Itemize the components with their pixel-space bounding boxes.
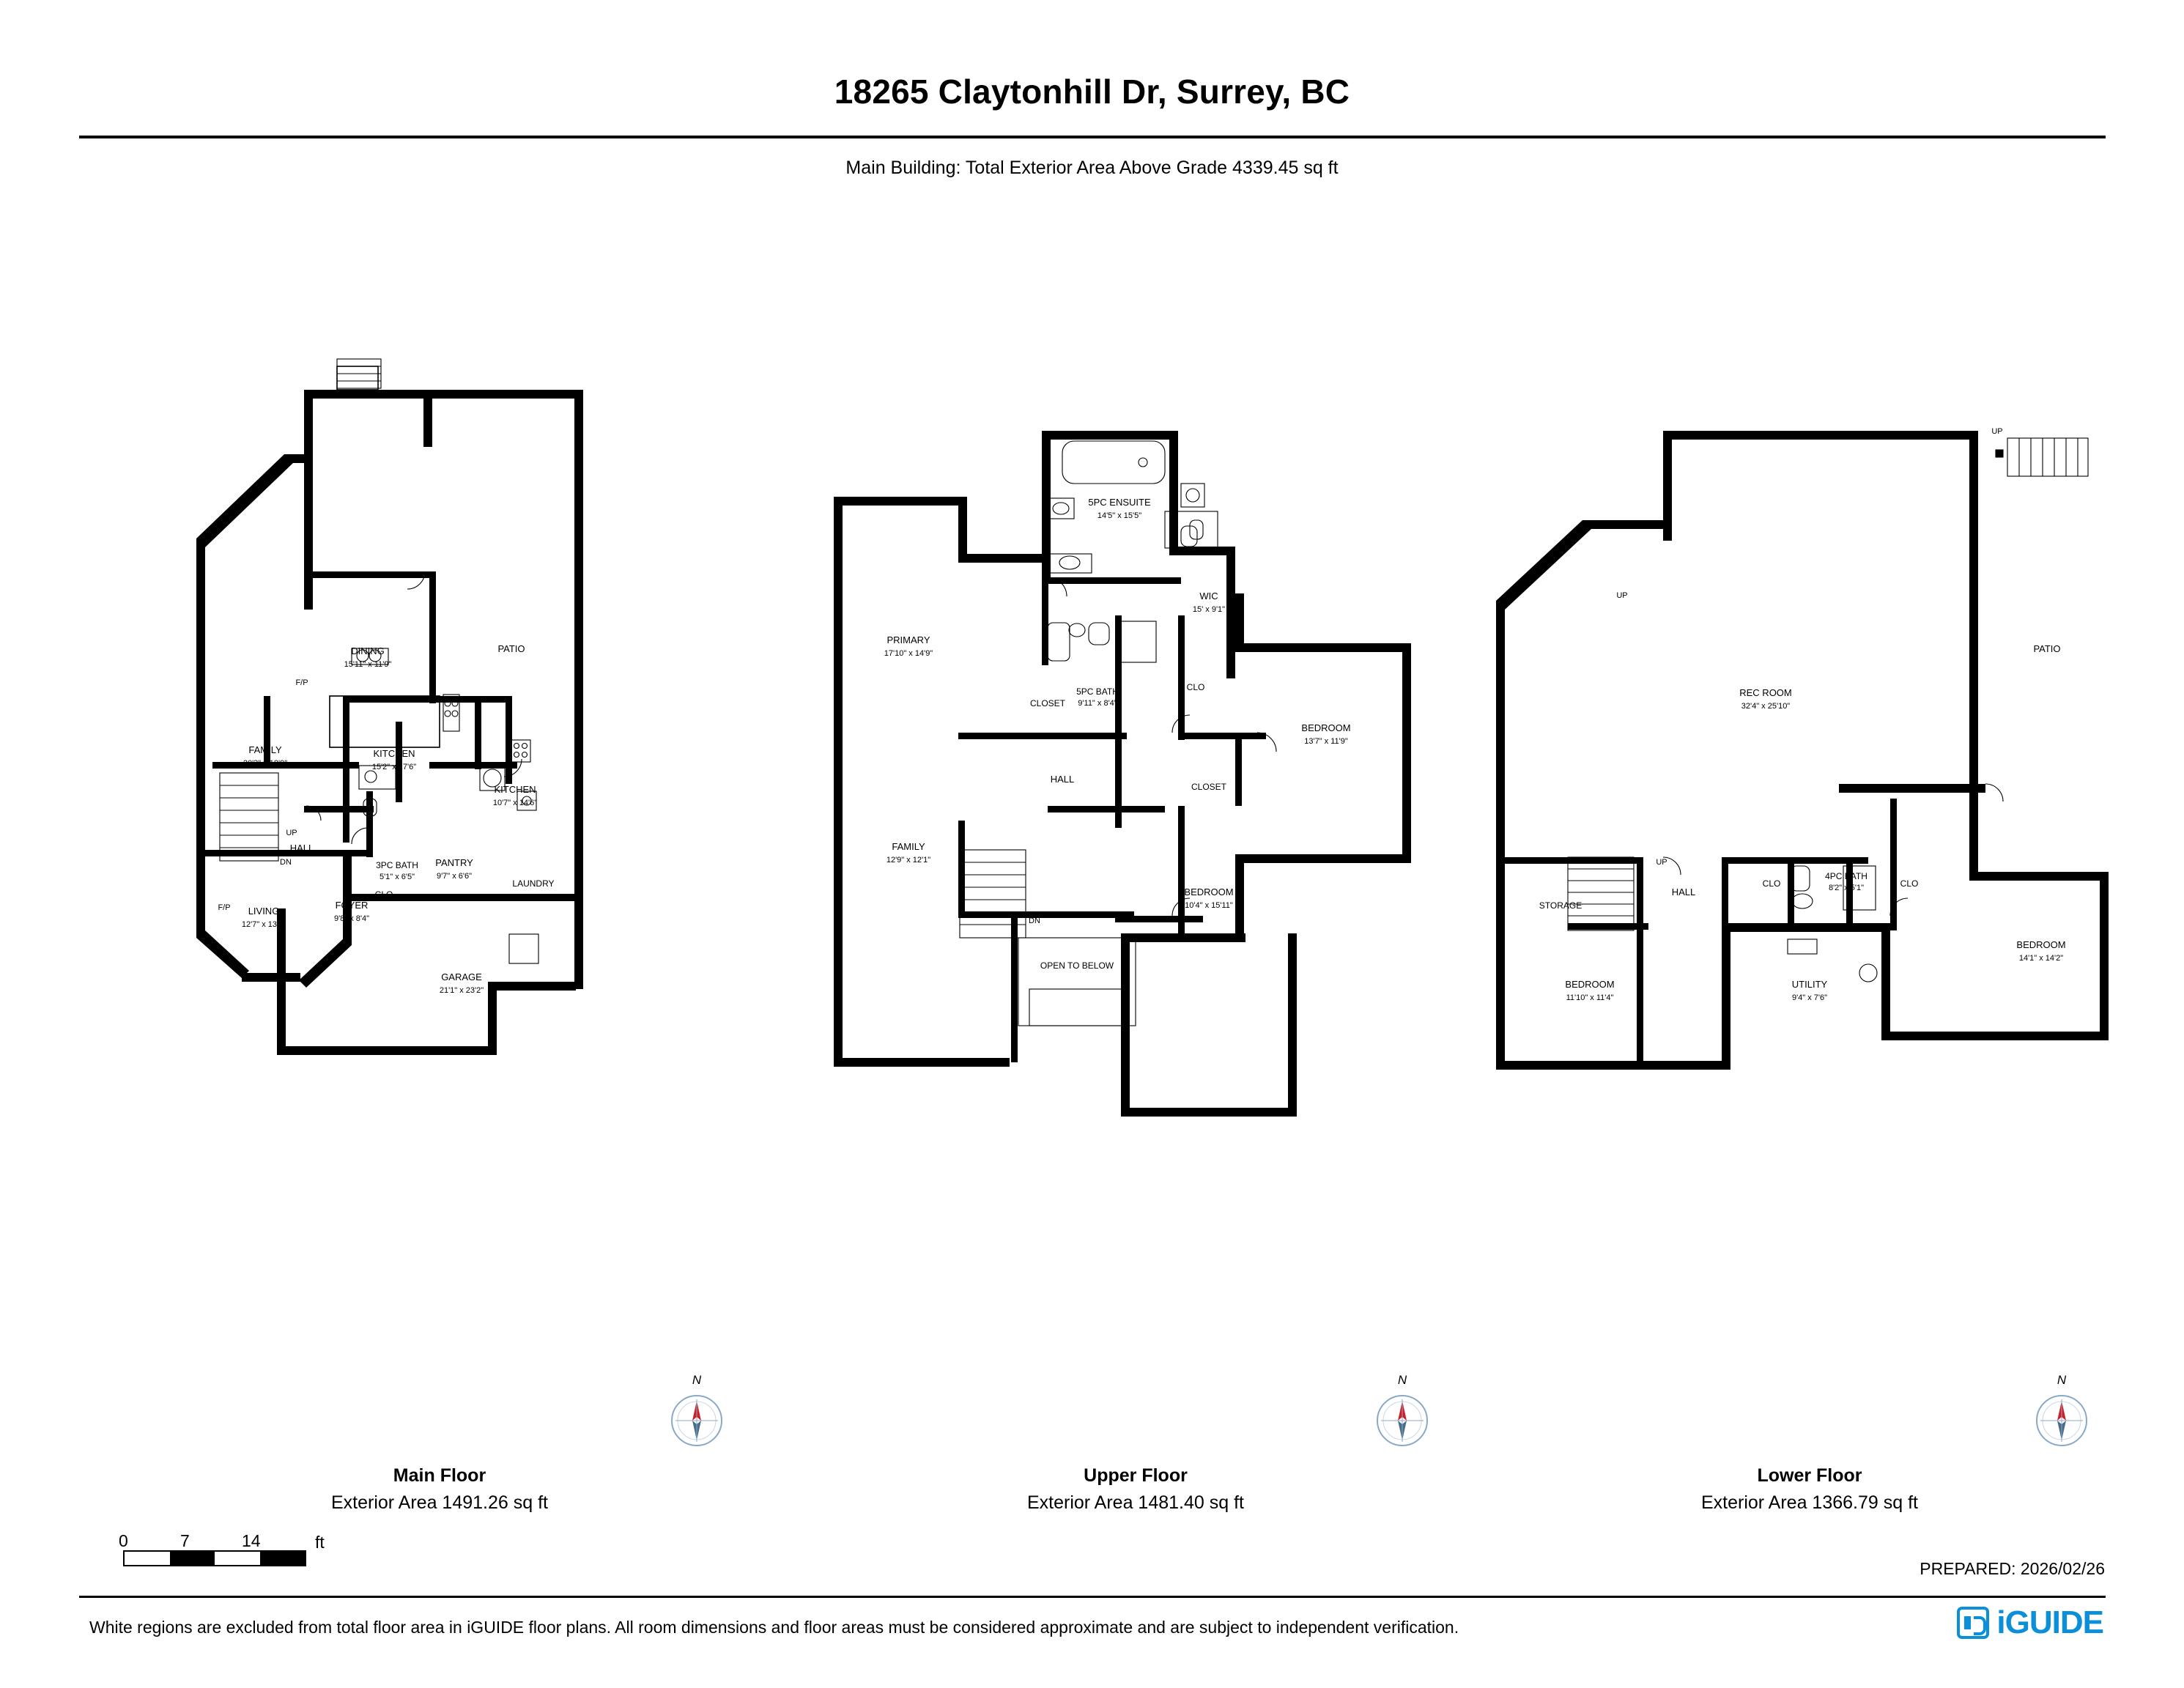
svg-text:10'7" x 14'6": 10'7" x 14'6" bbox=[492, 799, 538, 807]
svg-text:KITCHEN: KITCHEN bbox=[494, 784, 536, 795]
svg-text:14'5" x 15'5": 14'5" x 15'5" bbox=[1097, 511, 1142, 520]
main-floor-plan bbox=[110, 352, 755, 1172]
svg-text:UP: UP bbox=[1991, 427, 2003, 436]
scale-tick-2: 14 bbox=[242, 1531, 261, 1550]
svg-text:10'4" x 15'11": 10'4" x 15'11" bbox=[1185, 901, 1233, 910]
main-floor-name: Main Floor bbox=[393, 1465, 486, 1486]
svg-text:4PC BATH: 4PC BATH bbox=[1825, 871, 1867, 881]
svg-text:15' x 9'1": 15' x 9'1" bbox=[1192, 605, 1226, 614]
scale-unit: ft bbox=[315, 1533, 325, 1552]
svg-text:13'7" x 11'9": 13'7" x 11'9" bbox=[1304, 737, 1348, 746]
svg-text:DN: DN bbox=[1029, 917, 1040, 925]
svg-text:REC ROOM: REC ROOM bbox=[1739, 687, 1792, 698]
svg-text:BEDROOM: BEDROOM bbox=[2016, 939, 2066, 950]
svg-text:8'2" x 5'1": 8'2" x 5'1" bbox=[1828, 884, 1865, 892]
svg-text:F/P: F/P bbox=[295, 678, 308, 687]
svg-text:14'1" x 14'2": 14'1" x 14'2" bbox=[2018, 954, 2064, 963]
svg-text:FAMILY: FAMILY bbox=[892, 841, 925, 852]
svg-text:CLO: CLO bbox=[374, 889, 393, 900]
svg-text:CLO: CLO bbox=[1900, 878, 1919, 889]
svg-text:32'4" x 25'10": 32'4" x 25'10" bbox=[1741, 702, 1791, 711]
page-title: 18265 Claytonhill Dr, Surrey, BC bbox=[834, 73, 1350, 111]
compass-north-label: N bbox=[692, 1373, 702, 1387]
svg-text:5'1" x 6'5": 5'1" x 6'5" bbox=[379, 873, 415, 881]
svg-text:FAMILY: FAMILY bbox=[248, 744, 282, 755]
svg-text:9'8" x 8'4": 9'8" x 8'4" bbox=[333, 914, 370, 923]
svg-text:STORAGE: STORAGE bbox=[1539, 900, 1583, 911]
lower-floor-name: Lower Floor bbox=[1757, 1465, 1862, 1486]
compass-north-label: N bbox=[2057, 1373, 2067, 1387]
svg-text:17'10" x 14'9": 17'10" x 14'9" bbox=[884, 649, 933, 658]
svg-text:15'11" x 11'9": 15'11" x 11'9" bbox=[344, 660, 392, 669]
scale-bar bbox=[119, 1531, 325, 1566]
main-floor-caption bbox=[220, 1465, 659, 1514]
svg-text:UP: UP bbox=[286, 829, 297, 837]
compass-upper bbox=[1374, 1373, 1431, 1449]
svg-text:CLOSET: CLOSET bbox=[1191, 782, 1227, 792]
svg-text:DINING: DINING bbox=[351, 645, 385, 656]
svg-text:WIC: WIC bbox=[1199, 591, 1218, 601]
svg-text:5PC BATH: 5PC BATH bbox=[1076, 686, 1119, 697]
svg-text:OPEN TO BELOW: OPEN TO BELOW bbox=[1040, 960, 1114, 971]
compass-main bbox=[668, 1373, 725, 1449]
scale-bar-graphic bbox=[123, 1550, 306, 1566]
svg-text:LIVING: LIVING bbox=[248, 906, 280, 917]
svg-text:20'3" x 18'9": 20'3" x 18'9" bbox=[243, 759, 288, 768]
svg-text:9'7" x 6'6": 9'7" x 6'6" bbox=[436, 872, 473, 881]
scale-tick-1: 7 bbox=[180, 1531, 190, 1550]
svg-text:LAUNDRY: LAUNDRY bbox=[512, 878, 555, 889]
svg-text:CLO: CLO bbox=[1762, 878, 1781, 889]
svg-text:PATIO: PATIO bbox=[2033, 643, 2061, 654]
footer-divider bbox=[79, 1596, 2106, 1598]
svg-text:9'4" x 7'6": 9'4" x 7'6" bbox=[1791, 993, 1828, 1002]
svg-text:CLOSET: CLOSET bbox=[1029, 698, 1066, 708]
lower-floor-area: Exterior Area 1366.79 sq ft bbox=[1700, 1492, 1918, 1513]
svg-text:12'7" x 13'7": 12'7" x 13'7" bbox=[241, 920, 286, 929]
iguide-wordmark: iGUIDE bbox=[1996, 1604, 2103, 1640]
svg-text:UP: UP bbox=[1656, 858, 1667, 867]
svg-text:3PC BATH: 3PC BATH bbox=[376, 860, 418, 870]
main-floor-area: Exterior Area 1491.26 sq ft bbox=[330, 1492, 548, 1513]
page-subtitle: Main Building: Total Exterior Area Above Grade 4339.45 sq ft bbox=[845, 158, 1339, 178]
iguide-logo bbox=[1957, 1604, 2103, 1641]
svg-text:BEDROOM: BEDROOM bbox=[1184, 886, 1234, 897]
compass-lower bbox=[2033, 1373, 2090, 1449]
lower-floor-plan bbox=[1480, 418, 2125, 1150]
svg-text:KITCHEN: KITCHEN bbox=[373, 748, 415, 759]
header-divider bbox=[79, 136, 2106, 138]
svg-text:F/P: F/P bbox=[218, 903, 231, 912]
svg-text:UTILITY: UTILITY bbox=[1791, 979, 1828, 990]
svg-text:GARAGE: GARAGE bbox=[441, 971, 482, 982]
prepared-date: PREPARED: 2026/02/26 bbox=[1920, 1559, 2105, 1578]
svg-text:BEDROOM: BEDROOM bbox=[1565, 979, 1615, 990]
svg-text:CLO: CLO bbox=[1186, 682, 1205, 692]
svg-text:BEDROOM: BEDROOM bbox=[1301, 722, 1351, 733]
svg-text:5PC ENSUITE: 5PC ENSUITE bbox=[1088, 497, 1151, 508]
svg-text:HALL: HALL bbox=[1671, 886, 1696, 897]
svg-text:FOYER: FOYER bbox=[335, 900, 369, 911]
svg-text:11'10" x 11'4": 11'10" x 11'4" bbox=[1566, 993, 1614, 1002]
disclaimer-text: White regions are excluded from total floor area in iGUIDE floor plans. All room dimensions and floor areas must be considered approximate and are subject to independent verification. bbox=[89, 1618, 1459, 1637]
compass-north-label: N bbox=[1397, 1373, 1407, 1387]
svg-text:UP: UP bbox=[1616, 591, 1628, 600]
svg-text:PRIMARY: PRIMARY bbox=[886, 634, 930, 645]
svg-text:12'9" x 12'1": 12'9" x 12'1" bbox=[886, 856, 931, 865]
upper-floor-caption bbox=[916, 1465, 1355, 1514]
upper-floor-area: Exterior Area 1481.40 sq ft bbox=[1026, 1492, 1244, 1513]
svg-text:15'2" x 17'6": 15'2" x 17'6" bbox=[371, 763, 417, 771]
svg-text:9'11" x 8'4": 9'11" x 8'4" bbox=[1078, 699, 1117, 708]
scale-ticks bbox=[119, 1531, 314, 1550]
iguide-mark-icon bbox=[1957, 1607, 1989, 1639]
svg-text:PANTRY: PANTRY bbox=[435, 857, 473, 868]
upper-floor-plan bbox=[828, 410, 1458, 1143]
svg-text:DN: DN bbox=[280, 858, 292, 867]
scale-tick-0: 0 bbox=[119, 1531, 128, 1550]
svg-text:PATIO: PATIO bbox=[497, 643, 525, 654]
lower-floor-caption bbox=[1590, 1465, 2029, 1514]
svg-text:HALL: HALL bbox=[289, 843, 314, 854]
upper-floor-name: Upper Floor bbox=[1084, 1465, 1188, 1486]
svg-text:HALL: HALL bbox=[1050, 774, 1075, 785]
svg-text:21'1" x 23'2": 21'1" x 23'2" bbox=[439, 986, 484, 995]
